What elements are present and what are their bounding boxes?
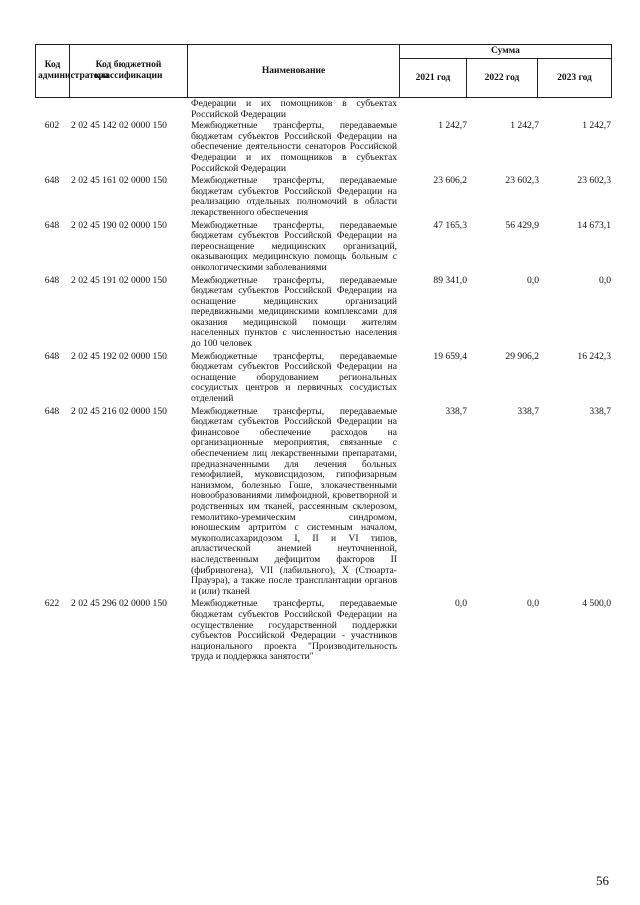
row-budget-code: 2 02 45 190 02 0000 150 (71, 219, 167, 231)
row-value-2021: 23 606,2 (433, 175, 467, 187)
row-value-2021: 338,7 (445, 405, 467, 417)
row-value-2021: 47 165,3 (433, 219, 467, 231)
header-sum: Сумма (400, 45, 612, 59)
table-row (35, 176, 611, 218)
row-value-2023: 16 242,3 (577, 350, 611, 362)
page-number: 56 (596, 873, 609, 888)
row-admin-code: 648 (44, 219, 60, 231)
row-value-2023: 4 500,0 (582, 598, 611, 610)
row-budget-code: 2 02 45 216 02 0000 150 (71, 405, 167, 417)
row-admin-code: 622 (44, 598, 60, 610)
table-row (35, 407, 611, 598)
table-header (35, 44, 612, 98)
row-name: Межбюджетные трансферты, передаваемые бюджетам субъектов Российской Федерации на оснащение медицинских организаций передвижными медицинскими комплексами для оказания медицинской помощи жителям населенных пунктов с численностью населения до 100 человек (191, 274, 397, 350)
row-value-2023: 0,0 (599, 274, 611, 286)
header-year-2021: 2021 год (400, 59, 467, 98)
header-name: Наименование (188, 45, 400, 98)
row-value-2023: 23 602,3 (577, 175, 611, 187)
row-value-2021: 19 659,4 (433, 350, 467, 362)
row-budget-code: 2 02 45 191 02 0000 150 (71, 274, 167, 286)
row-value-2022: 0,0 (527, 274, 539, 286)
row-name: Межбюджетные трансферты, передаваемые бюджетам субъектов Российской Федерации на финансовое обеспечение расходов на организационные мероприятия, связанные с обеспечением лиц лекарственными препаратами, предназначенными для лечения больных гемофилией, муковисцидозом, гипофизарным нанизмом, болезнью Гоше, злокачественными новообразованиями лимфоидной, кроветворной и родственных им тканей, рассеянным склерозом, гемолитико-уремическим синдромом, юношеским артритом с системным началом, мукополисахаридозом I, II и VI типов, апластической анемией неуточненной, наследственным дефицитом факторов II (фибриногена), VII (лабильного), X (Стюарта-Прауэра), а также после трансплантации органов и (или) тканей (191, 405, 397, 597)
row-value-2022: 56 429,9 (505, 219, 539, 231)
row-value-2021: 1 242,7 (438, 120, 467, 132)
row-value-2023: 14 673,1 (577, 219, 611, 231)
header-budget-code: Код бюджетной классификации (70, 45, 188, 98)
row-name: Межбюджетные трансферты, передаваемые бюджетам субъектов Российской Федерации на переоснащение медицинских организаций, оказывающих медицинскую помощь больным с онкологическими заболеваниями (191, 219, 397, 273)
row-admin-code: 648 (44, 405, 60, 417)
table-row-continuation (35, 99, 611, 120)
table-row (35, 352, 611, 405)
row-value-2021: 0,0 (455, 598, 467, 610)
table-row (35, 221, 611, 274)
row-name: Межбюджетные трансферты, передаваемые бюджетам субъектов Российской Федерации на обеспечение деятельности сенаторов Российской Федерации и их помощников в субъектах Российской Федерации (191, 120, 397, 174)
table-row (35, 276, 611, 350)
row-value-2021: 89 341,0 (433, 274, 467, 286)
row-value-2022: 1 242,7 (510, 120, 539, 132)
continuation-text: Федерации и их помощников в субъектах Российской Федерации (191, 98, 397, 120)
row-value-2022: 0,0 (527, 598, 539, 610)
row-value-2022: 338,7 (517, 405, 539, 417)
row-name: Межбюджетные трансферты, передаваемые бюджетам субъектов Российской Федерации на реализацию отдельных полномочий в области лекарственного обеспечения (191, 175, 397, 218)
row-budget-code: 2 02 45 296 02 0000 150 (71, 598, 167, 610)
header-admin-code: Код администратора (36, 45, 70, 98)
row-value-2023: 1 242,7 (582, 120, 611, 132)
row-value-2022: 23 602,3 (505, 175, 539, 187)
header-year-2023: 2023 год (538, 59, 612, 98)
row-admin-code: 602 (44, 120, 60, 132)
table-row (35, 599, 611, 663)
row-name: Межбюджетные трансферты, передаваемые бюджетам субъектов Российской Федерации на оснащение оборудованием региональных сосудистых центров и первичных сосудистых отделений (191, 350, 397, 405)
row-admin-code: 648 (44, 350, 60, 362)
row-admin-code: 648 (44, 175, 60, 187)
row-budget-code: 2 02 45 192 02 0000 150 (71, 350, 167, 362)
row-budget-code: 2 02 45 142 02 0000 150 (71, 120, 167, 132)
row-name: Межбюджетные трансферты, передаваемые бюджетам субъектов Российской Федерации на осуществление государственной поддержки субъектов Российской Федерации - участников национального проекта "Производительность труда и поддержка занятости" (191, 598, 397, 663)
row-admin-code: 648 (44, 274, 60, 286)
table-row (35, 121, 611, 174)
row-value-2022: 29 906,2 (505, 350, 539, 362)
table-body (35, 99, 611, 663)
row-value-2023: 338,7 (589, 405, 611, 417)
header-year-2022: 2022 год (467, 59, 538, 98)
row-budget-code: 2 02 45 161 02 0000 150 (71, 175, 167, 187)
